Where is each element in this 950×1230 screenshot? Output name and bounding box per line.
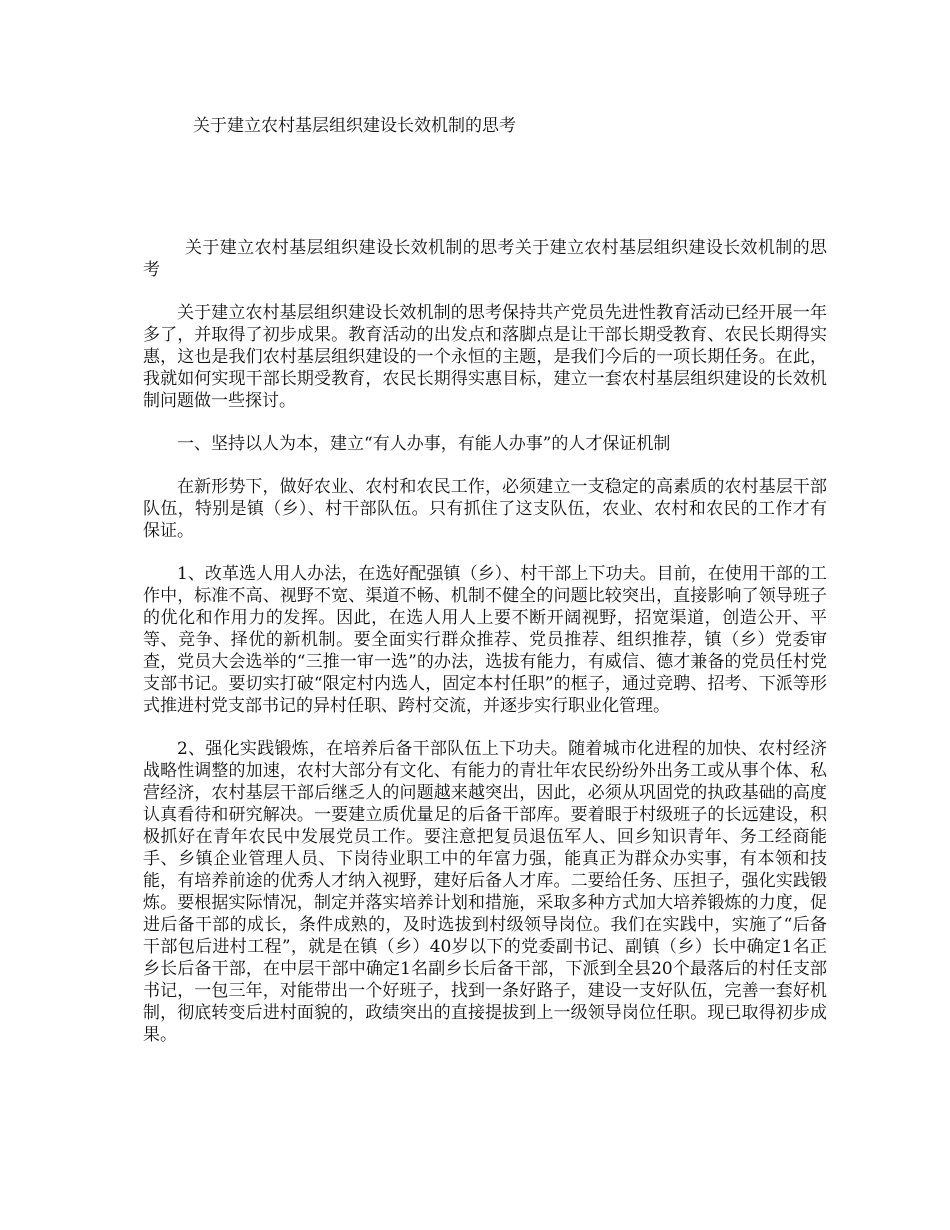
paragraph-point-1: 1、改革选人用人办法，在选好配强镇（乡）、村干部上下功夫。目前，在使用干部的工作中，标准不高、视野不宽、渠道不畅、机制不健全的问题比较突出，直接影响了领导班子的优化和作用力的发挥。因此，在选人用人上要不断开阔视野，招宽渠道，创造公开、平等、竞争、择优的新机制。要全面实行群众推荐、党员推荐、组织推荐，镇（乡）党委审查，党员大会选举的“三推一审一选”的办法，选拔有能力，有威信、德才兼备的党员任村党支部书记。要切实打破“限定村内选人，固定本村任职”的框子，通过竞聘、招考、下派等形式推进村党支部书记的异村任职、跨村交流，并逐步实行职业化管理。 [143,564,827,716]
paragraph-subtitle: 关于建立农村基层组织建设长效机制的思考关于建立农村基层组织建设长效机制的思考 [143,238,827,280]
paragraph-section-1: 在新形势下，做好农业、农村和农民工作，必须建立一支稳定的高素质的农村基层干部队伍，特别是镇（乡）、村干部队伍。只有抓住了这支队伍，农业、农村和农民的工作才有保证。 [143,477,827,541]
document-title: 关于建立农村基层组织建设长效机制的思考 [193,116,516,136]
section-heading-1: 一、坚持以人为本，建立“有人办事，有能人办事”的人才保证机制 [177,434,671,454]
document-body [143,237,827,1067]
paragraph-point-2: 2、强化实践锻炼，在培养后备干部队伍上下功夫。随着城市化进程的加快、农村经济战略性调整的加速，农村大部分有文化、有能力的青壮年农民纷纷外出务工或从事个体、私营经济，农村基层干部后继乏人的问题越来越突出，因此，必须从巩固党的执政基础的高度认真看待和研究解决。一要建立质优量足的后备干部库。要着眼于村级班子的长远建设，积极抓好在青年农民中发展党员工作。要注意把复员退伍军人、回乡知识青年、务工经商能手、乡镇企业管理人员、下岗待业职工中的年富力强，能真正为群众办实事，有本领和技能，有培养前途的优秀人才纳入视野，建好后备人才库。二要给任务、压担子，强化实践锻炼。要根据实际情况，制定并落实培养计划和措施，采取多种方式加大培养锻炼的力度，促进后备干部的成长，条件成熟的，及时选拔到村级领导岗位。我们在实践中，实施了“后备干部包后进村工程”，就是在镇（乡）40岁以下的党委副书记、副镇（乡）长中确定1名正乡长后备干部，在中层干部中确定1名副乡长后备干部，下派到全县20个最落后的村任支部书记，一包三年，对能带出一个好班子，找到一条好路子，建设一支好队伍，完善一套好机制，彻底转变后进村面貌的，政绩突出的直接提拔到上一级领导岗位任职。现已取得初步成果。 [143,739,827,1045]
paragraph-intro: 关于建立农村基层组织建设长效机制的思考保持共产党员先进性教育活动已经开展一年多了，并取得了初步成果。教育活动的出发点和落脚点是让干部长期受教育、农民长期得实惠，这也是我们农村基层组织建设的一个永恒的主题，是我们今后的一项长期任务。在此，我就如何实现干部长期受教育，农民长期得实惠目标，建立一套农村基层组织建设的长效机制问题做一些探讨。 [143,303,827,411]
